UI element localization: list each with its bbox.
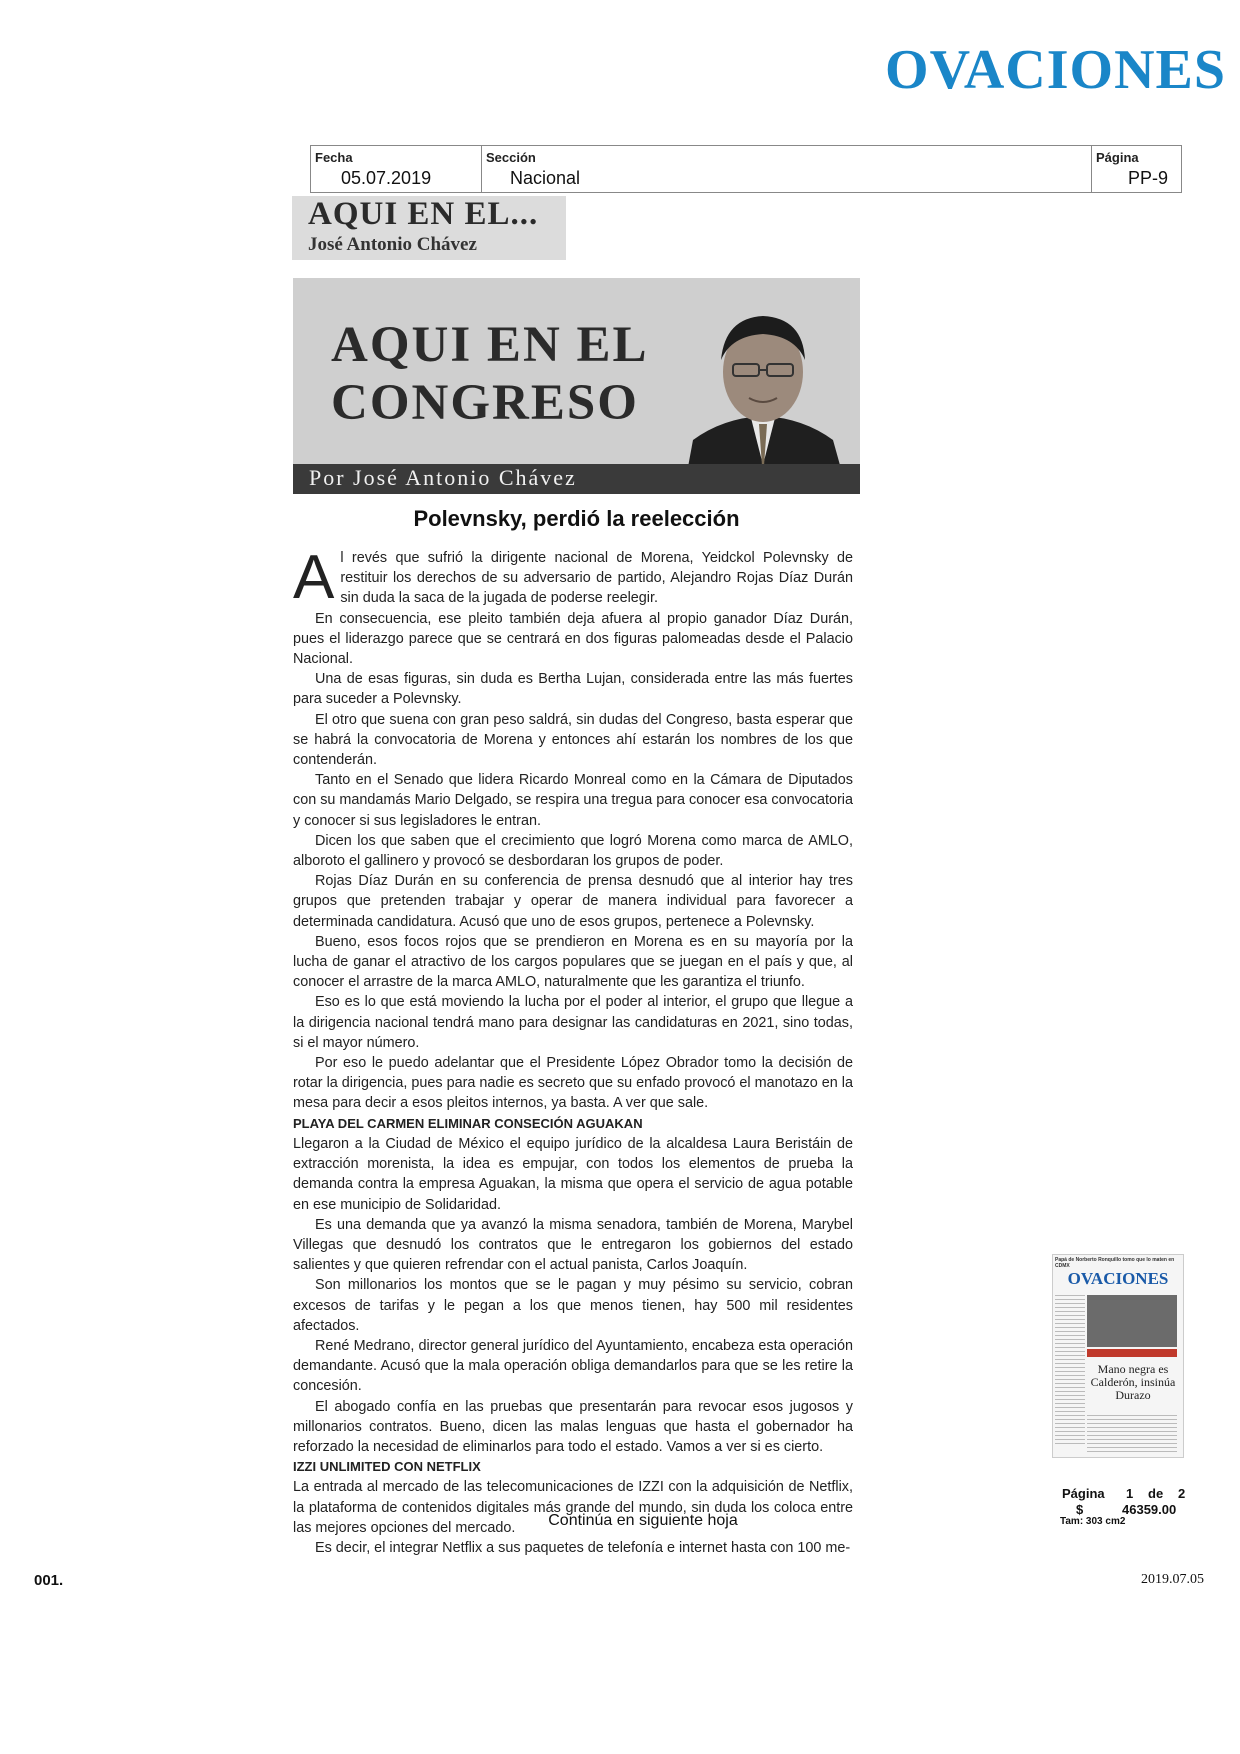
thumbnail-photo [1087,1295,1177,1347]
banner-line-1: AQUI EN EL [331,317,649,373]
paragraph-text: l revés que sufrió la dirigente nacional de Morena, Yeidckol Polevnsky de restituir los derechos de su adversario de partido, Alejandro Rojas Díaz Durán sin duda la saca de la jugada de poderse reelegir. [340,550,853,607]
ovaciones-logo: OVACIONES [885,39,1226,101]
continued-note: Continúa en siguiente hoja [548,1512,738,1529]
article-paragraph: El abogado confía en las pruebas que presentarán para revocar esos jugosos y millonarios contratos. Bueno, dicen las malas lenguas que hasta el gobernador ha reforzado la necesidad de eliminarlos para todo el estado. Vamos a ver si es cierto. [293,1398,853,1455]
column-title: AQUI EN EL... [308,196,539,232]
column-author: José Antonio Chávez [308,234,477,255]
article-paragraph: Es decir, el integrar Netflix a sus paquetes de telefonía e internet hasta con 100 me- [315,1539,851,1556]
page-count-label: Página [1062,1486,1105,1501]
article-paragraph: Tanto en el Senado que lidera Ricardo Monreal como en la Cámara de Diputados con su mandamás Mario Delgado, se respira una tregua para conocer esa convocatoria y conocer si sus legisladores le entran. [293,772,853,829]
article-paragraph: Llegaron a la Ciudad de México el equipo jurídico de la alcaldesa Laura Beristáin de extracción morenista, la idea es empujar, con todos los elementos de prueba la demanda contra la empresa Aguakan, la misma que opera el servicio de agua potable en ese municipio de Solidaridad. [293,1135,853,1213]
seccion-value: Nacional [510,168,581,188]
article-paragraph: Rojas Díaz Durán en su conferencia de prensa desnudó que al interior hay tres grupos que pretenden trabajar y operar de manera individual para favorecer a determinada candidatura. Acusó que uno de esos grupos, pertenece a Polevnsky. [293,873,853,930]
article-paragraph: René Medrano, director general jurídico del Ayuntamiento, encabeza esta operación demandante. Acusó que la mala operación obliga demandarlos para que se les retire la concesión. [293,1337,853,1395]
thumbnail-column [1055,1295,1085,1445]
thumbnail-footer-text [1087,1415,1177,1453]
thumbnail-headline: Mano negra es Calderón, insinúa Durazo [1090,1362,1176,1402]
article-paragraph: En consecuencia, ese pleito también deja afuera al propio ganador Díaz Durán, pues el liderazgo parece que se centrará en dos figuras palomeadas desde el Palacio Nacional. [293,610,853,668]
column-banner [293,278,860,494]
section-subhead: PLAYA DEL CARMEN ELIMINAR CONSECIÓN AGUAKAN [293,1115,643,1131]
article-paragraph: La entrada al mercado de las telecomunicaciones de IZZI con la adquisición de Netflix, la plataforma de contenidos digitales más grande del mundo, sin duda los coloca entre las mejores opciones del mercado. [293,1479,853,1536]
article-paragraph: Es una demanda que ya avanzó la misma senadora, también de Morena, Marybel Villegas que desnudó los contratos que le entregaron los gobiernos del estado salientes y que quieren refrendar con el actual panista, Carlos Joaquín. [293,1216,853,1274]
banner-byline: Por José Antonio Chávez [309,465,577,490]
banner-line-2: CONGRESO [331,375,639,431]
seccion-cell [482,146,1092,192]
size-row [1050,1518,1190,1530]
article-paragraph: Son millonarios los montos que se le pagan y muy pésimo su servicio, cobran excesos de tarifas y le pegan a los que menos tienen, hay 500 mil residentes afectados. [293,1277,853,1334]
price-amount: 46359.00 [1122,1502,1177,1517]
thumbnail-top-line: Papá de Norberto Ronquillo tomo que lo maten en CDMX [1055,1257,1175,1269]
thumbnail-red-band [1087,1349,1177,1357]
page-count-row [1050,1486,1190,1502]
article-paragraph: Eso es lo que está moviendo la lucha por el poder al interior, el grupo que llegue a la dirigencia nacional tendrá mano para designar las candidaturas en 2021, sino todas, si el mayor número. [293,994,853,1051]
front-page-thumbnail [1052,1254,1184,1458]
pagina-value: PP-9 [1128,168,1169,188]
article-paragraph [293,543,853,612]
fecha-value: 05.07.2019 [341,168,432,188]
column-header [292,196,566,260]
size-value: Tam: 303 cm2 [1060,1516,1126,1527]
article-paragraph: Bueno, esos focos rojos que se prendieron en Morena es en su mayoría por la lucha de ganar el atractivo de los cargos populares que se juegan en el país y que, al conocer el arrastre de la marca AMLO, naturalmente que les garantiza el triunfo. [293,933,853,991]
thumbnail-masthead: OVACIONES [1067,1269,1169,1288]
currency-sign: $ [1076,1502,1084,1517]
page-de: de [1148,1486,1164,1501]
article-paragraph: El otro que suena con gran peso saldrá, sin dudas del Congreso, basta esperar que se habrá la convocatoria de Morena y entonces ahí estarán los nombres de los que contenderán. [293,711,853,769]
article-paragraph: Por eso le puedo adelantar que el Presidente López Obrador tomo la decisión de rotar la dirigencia, pues para nadie es secreto que su enfado provocó el manotazo en la mesa para decir a esos pleitos internos, ya basta. A ver que sale. [293,1055,853,1112]
article-body [293,543,853,1558]
metadata-bar [310,145,1182,193]
banner-byline-bar [293,464,860,494]
seccion-label: Sección [486,150,536,165]
article-headline: Polevnsky, perdió la reelección [413,506,740,531]
page-total: 2 [1178,1486,1186,1501]
footer-date: 2019.07.05 [1141,1572,1204,1587]
page-current: 1 [1126,1486,1134,1501]
fecha-cell [311,146,482,192]
article-paragraph: Dicen los que saben que el crecimiento que logró Morena como marca de AMLO, alboroto el gallinero y provocó se desbordaran los grupos de poder. [293,832,853,870]
pagina-label: Página [1096,150,1139,165]
section-subhead: IZZI UNLIMITED CON NETFLIX [293,1459,481,1475]
drop-cap: A [293,543,335,612]
article-paragraph: Una de esas figuras, sin duda es Bertha Lujan, considerada entre las más fuertes para suceder a Polevnsky. [293,671,853,708]
page-index: 001. [34,1572,64,1589]
page-count-block [1050,1486,1190,1530]
pagina-cell [1092,146,1181,192]
fecha-label: Fecha [315,150,353,165]
